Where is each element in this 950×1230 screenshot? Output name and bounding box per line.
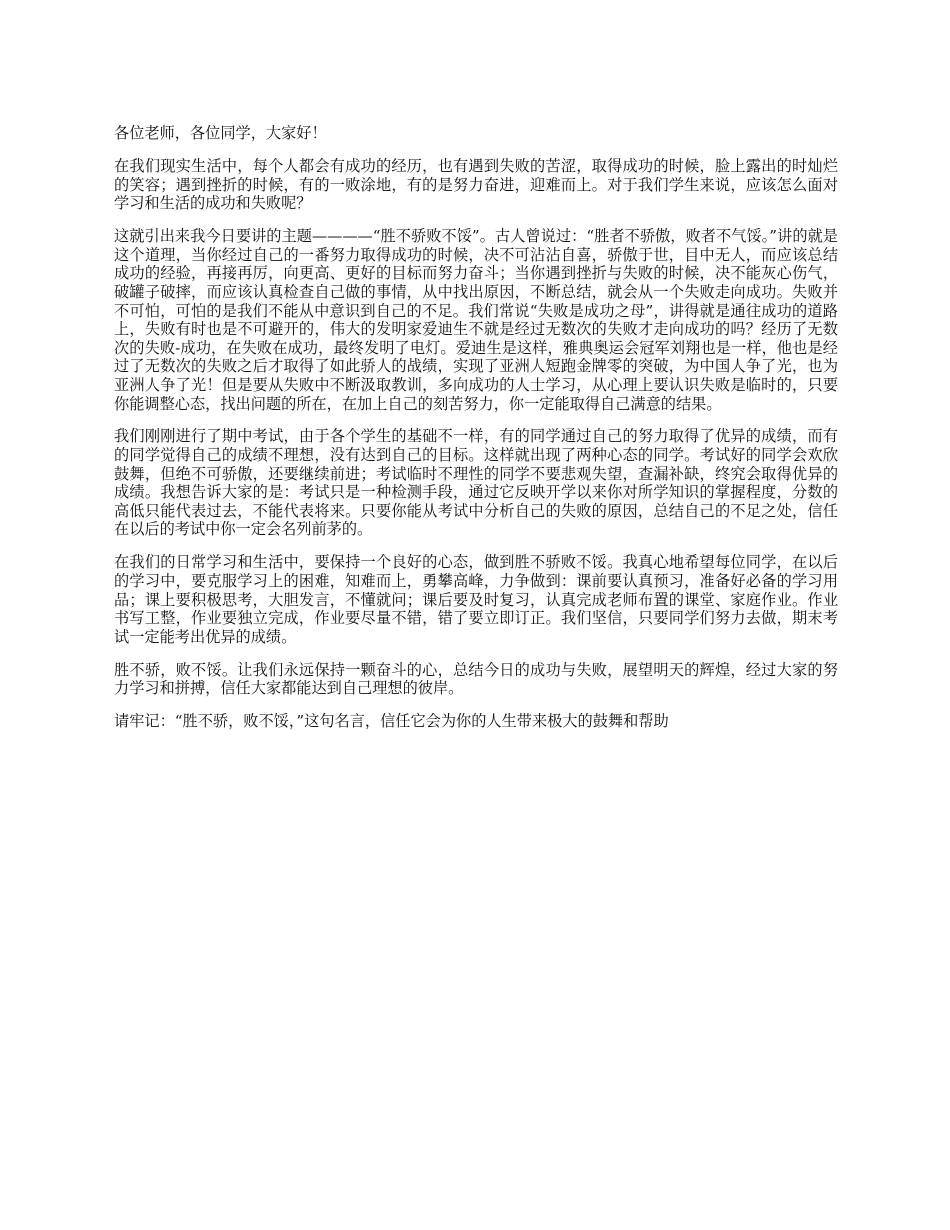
paragraph-encouragement: 胜不骄，败不馁。让我们永远保持一颗奋斗的心，总结今日的成功与失败，展望明天的辉煌，经过大家的努力学习和拼搏，信任大家都能达到自己理想的彼岸。 bbox=[114, 660, 838, 698]
document-body bbox=[114, 124, 838, 745]
paragraph-closing: 请牢记：“胜不骄，败不馁，”这句名言，信任它会为你的人生带来极大的鼓舞和帮助 bbox=[114, 712, 669, 731]
paragraph-greeting: 各位老师，各位同学，大家好！ bbox=[114, 124, 327, 142]
paragraph-intro: 在我们现实生活中，每个人都会有成功的经历，也有遇到失败的苦涩，取得成功的时候，脸上露出的时灿烂的笑容；遇到挫折的时候，有的一败涂地，有的是努力奋进，迎难而上。对于我们学生来说，应该怎么面对学习和生活的成功和失败呢？ bbox=[114, 156, 838, 213]
paragraph-exam: 我们刚刚进行了期中考试，由于各个学生的基础不一样，有的同学通过自己的努力取得了优异的成绩，而有的同学觉得自己的成绩不理想，没有达到自己的目标。这样就出现了两种心态的同学。考试好的同学会欢欣鼓舞，但绝不可骄傲，还要继续前进；考试临时不理性的同学不要悲观失望，查漏补缺，终究会取得优异的成绩。我想告诉大家的是：考试只是一种检测手段，通过它反映开学以来你对所学知识的掌握程度，分数的高低只能代表过去，不能代表将来。只要你能从考试中分析自己的失败的原因，总结自己的不足之处，信任在以后的考试中你一定会名列前茅的。 bbox=[114, 427, 838, 539]
paragraph-theme: 这就引出来我今日要讲的主题————“胜不骄败不馁”。古人曾说过：“胜者不骄傲，败者不气馁。”讲的就是这个道理，当你经过自己的一番努力取得成功的时候，决不可沾沾自喜，骄傲于世，目中无人，而应该总结成功的经验，再接再厉，向更高、更好的目标而努力奋斗；当你遇到挫折与失败的时候，决不能灰心伤气，破罐子破摔，而应该认真检查自己做的事情，从中找出原因，不断总结，就会从一个失败走向成功。失败并不可怕，可怕的是我们不能从中意识到自己的不足。我们常说“失败是成功之母”，讲得就是通往成功的道路上，失败有时也是不可避开的，伟大的发明家爱迪生不就是经过无数次的失败才走向成功的吗？经历了无数次的失败-成功，在失败在成功，最终发明了电灯。爱迪生是这样，雅典奥运会冠军刘翔也是一样，他也是经过了无数次的失败之后才取得了如此骄人的战绩，实现了亚洲人短跑金牌零的突破，为中国人争了光，也为亚洲人争了光！但是要从失败中不断汲取教训，多向成功的人士学习，从心理上要认识失败是临时的，只要你能调整心态，找出问题的所在，在加上自己的刻苦努力，你一定能取得自己满意的结果。 bbox=[114, 227, 838, 413]
paragraph-study-advice: 在我们的日常学习和生活中，要保持一个良好的心态，做到胜不骄败不馁。我真心地希望每位同学，在以后的学习中，要克服学习上的困难，知难而上，勇攀高峰，力争做到：课前要认真预习，准备好必备的学习用品；课上要积极思考，大胆发言，不懂就问；课后要及时复习，认真完成老师布置的课堂、家庭作业。作业书写工整，作业要独立完成，作业要尽量不错，错了要立即订正。我们坚信，只要同学们努力去做，期末考试一定能考出优异的成绩。 bbox=[114, 553, 838, 646]
